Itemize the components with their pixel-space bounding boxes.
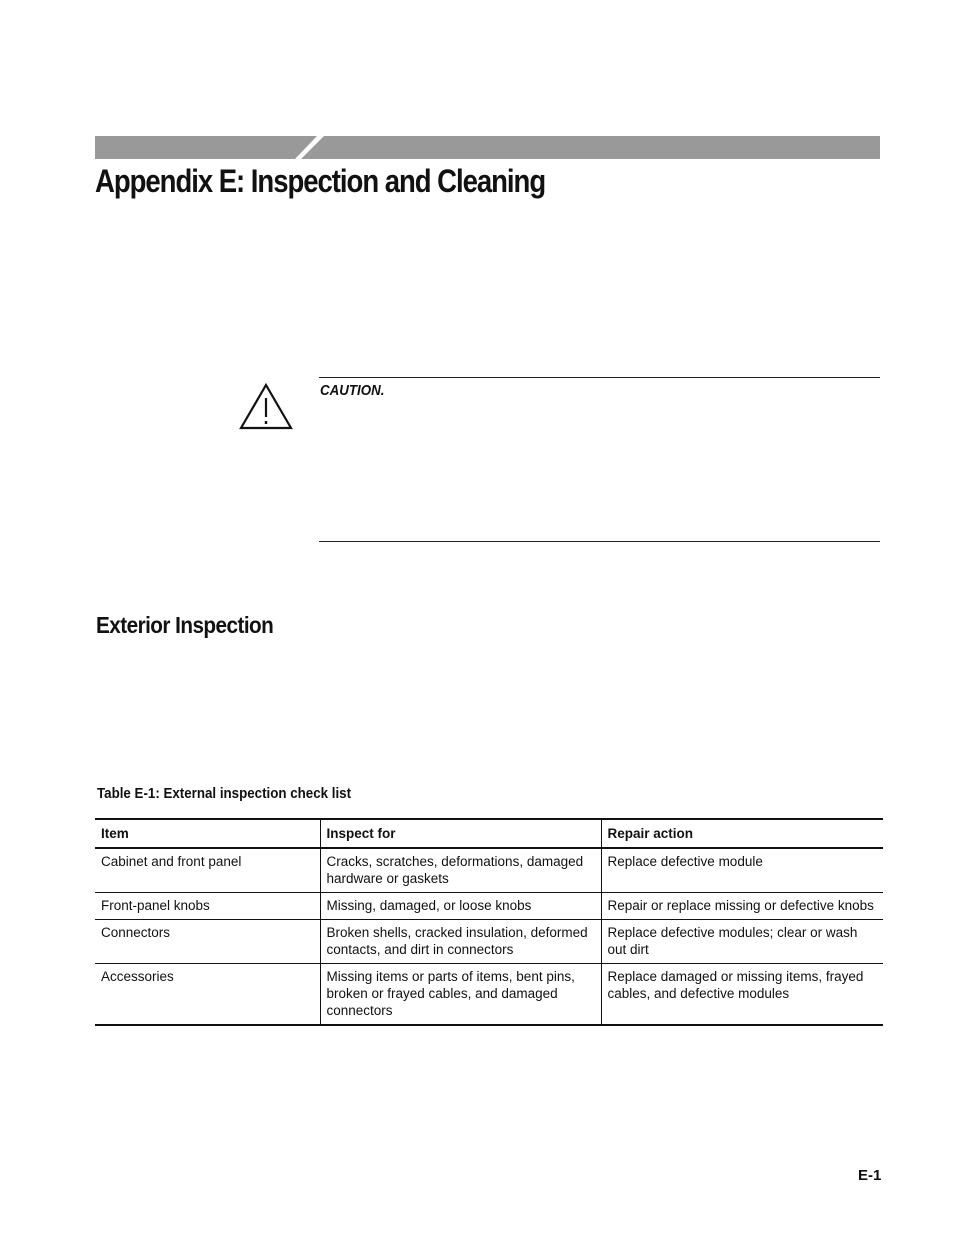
table-row: [95, 848, 883, 893]
table-cell-repair-action: Replace damaged or missing items, frayed cables, and defective modules: [601, 964, 883, 1026]
page-number: E-1: [858, 1167, 882, 1184]
table-cell-repair-action: Replace defective modules; clear or wash out dirt: [601, 920, 883, 964]
caution-label: CAUTION.: [320, 383, 385, 399]
table-row: [95, 920, 883, 964]
table-row: [95, 964, 883, 1026]
table-cell-item: Accessories: [95, 964, 320, 1026]
table-cell-inspect-for: Cracks, scratches, deformations, damaged hardware or gaskets: [320, 848, 601, 893]
table-cell-inspect-for: Missing, damaged, or loose knobs: [320, 893, 601, 920]
table-cell-repair-action: Replace defective module: [601, 848, 883, 893]
table-caption: Table E-1: External inspection check list: [97, 786, 352, 802]
page-title: Appendix E: Inspection and Cleaning: [95, 163, 546, 199]
external-inspection-table: [95, 818, 883, 1026]
column-header-repair-action: Repair action: [601, 819, 883, 848]
table-cell-inspect-for: Missing items or parts of items, bent pins, broken or frayed cables, and damaged connectors: [320, 964, 601, 1026]
table-row: [95, 893, 883, 920]
chapter-header-bar: [95, 136, 880, 159]
table-cell-item: Cabinet and front panel: [95, 848, 320, 893]
table-cell-item: Connectors: [95, 920, 320, 964]
caution-bottom-rule: [319, 541, 880, 542]
section-heading-exterior-inspection: Exterior Inspection: [96, 612, 274, 638]
column-header-item: Item: [95, 819, 320, 848]
caution-top-rule: [319, 377, 880, 378]
warning-triangle-icon: [239, 383, 293, 430]
column-header-inspect-for: Inspect for: [320, 819, 601, 848]
table-cell-inspect-for: Broken shells, cracked insulation, deformed contacts, and dirt in connectors: [320, 920, 601, 964]
table-cell-item: Front-panel knobs: [95, 893, 320, 920]
table-cell-repair-action: Repair or replace missing or defective knobs: [601, 893, 883, 920]
table-header-row: [95, 819, 883, 848]
